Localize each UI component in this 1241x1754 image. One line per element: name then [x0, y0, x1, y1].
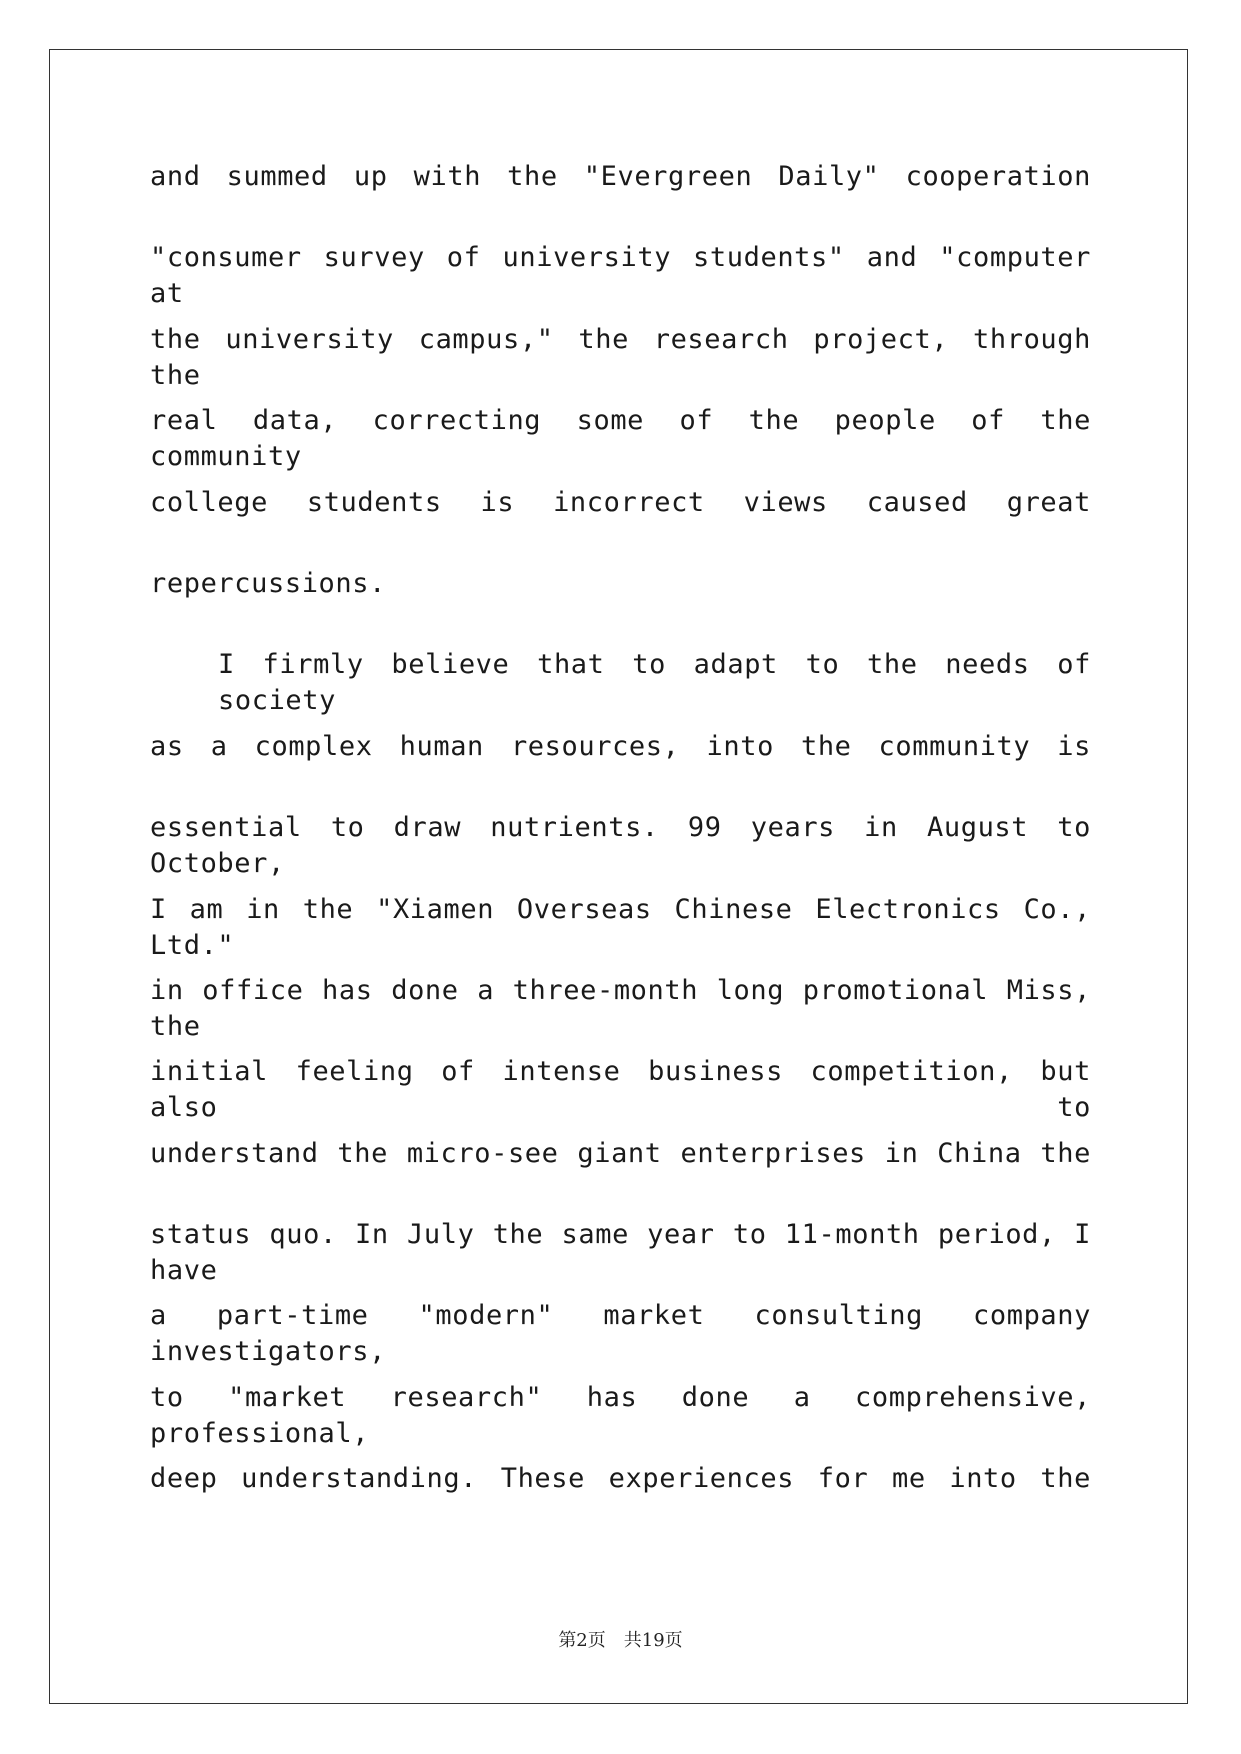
text-line: status quo. In July the same year to 11-month period, I have: [150, 1219, 1091, 1287]
text-line: as a complex human resources, into the community is: [150, 730, 1091, 762]
text-line: understand the micro-see giant enterprises in China the: [150, 1137, 1091, 1169]
text-line: and summed up with the "Evergreen Daily" cooperation: [150, 161, 1091, 192]
text-line: I firmly believe that to adapt to the needs of society: [218, 649, 1091, 717]
text-line: essential to draw nutrients. 99 years in August to October,: [150, 812, 1091, 880]
text-line: I am in the "Xiamen Overseas Chinese Electronics Co., Ltd.": [150, 893, 1091, 961]
page-footer: [0, 1626, 1241, 1652]
text-line: to "market research" has done a comprehensive, professional,: [150, 1381, 1091, 1449]
text-line: the university campus," the research project, through the: [150, 323, 1091, 391]
total-pages: 共19页: [623, 1630, 683, 1651]
text-line: "consumer survey of university students" and "computer at: [150, 242, 1091, 310]
text-line: real data, correcting some of the people of the community: [150, 405, 1091, 473]
document-body: [150, 159, 1091, 1543]
text-line: initial feeling of intense business competition, but also to: [150, 1056, 1091, 1124]
text-line: deep understanding. These experiences for me into the: [150, 1463, 1091, 1495]
text-line: college students is incorrect views caused great: [150, 486, 1091, 518]
text-line: a part-time "modern" market consulting company investigators,: [150, 1300, 1091, 1368]
text-line: in office has done a three-month long promotional Miss, the: [150, 974, 1091, 1042]
page-number: 第2页: [558, 1630, 606, 1651]
text-line: repercussions.: [150, 567, 386, 599]
